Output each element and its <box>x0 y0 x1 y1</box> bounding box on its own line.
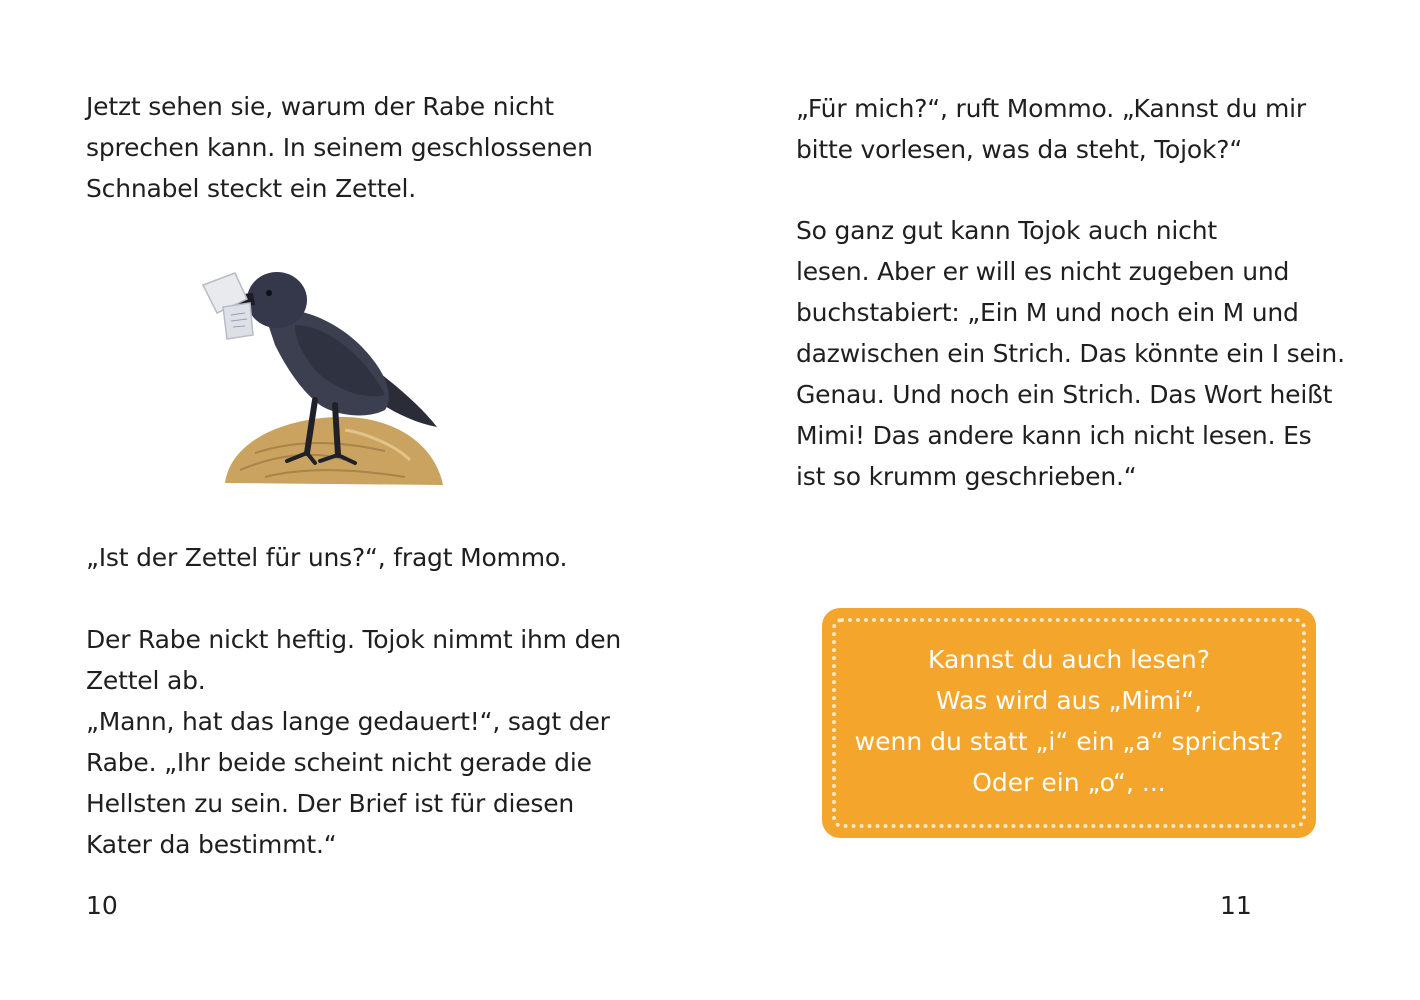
text-line: Jetzt sehen sie, warum der Rabe nicht <box>86 92 554 121</box>
paragraph-question <box>86 537 567 578</box>
exercise-line: Was wird aus „Mimi“, <box>935 686 1203 715</box>
raven-illustration <box>195 255 455 495</box>
paragraph-tojok-spells <box>796 210 1345 497</box>
exercise-line: Kannst du auch lesen? <box>928 645 1210 674</box>
page-number-left: 10 <box>86 891 118 920</box>
right-page <box>710 0 1420 1000</box>
text-line: Rabe. „Ihr beide scheint nicht gerade die <box>86 748 592 777</box>
text-line: Der Rabe nickt heftig. Tojok nimmt ihm den <box>86 625 622 654</box>
reading-exercise-box <box>822 608 1316 838</box>
text-line: So ganz gut kann Tojok auch nicht <box>796 216 1217 245</box>
text-line: „Mann, hat das lange gedauert!“, sagt der <box>86 707 610 736</box>
text-line: „Ist der Zettel für uns?“, fragt Mommo. <box>86 543 568 572</box>
text-line: „Für mich?“, ruft Mommo. „Kannst du mir <box>796 94 1306 123</box>
page-number-right: 11 <box>1220 891 1252 920</box>
text-line: buchstabiert: „Ein M und noch ein M und <box>796 298 1299 327</box>
text-line: Hellsten zu sein. Der Brief ist für diesen <box>86 789 575 818</box>
text-line: ist so krumm geschrieben.“ <box>796 462 1137 491</box>
text-line: Schnabel steckt ein Zettel. <box>86 174 417 203</box>
paragraph-raven-beak <box>86 86 593 209</box>
text-line: Genau. Und noch ein Strich. Das Wort heißt <box>796 380 1333 409</box>
text-line: lesen. Aber er will es nicht zugeben und <box>796 257 1290 286</box>
text-line: dazwischen ein Strich. Das könnte ein I sein. <box>796 339 1345 368</box>
paragraph-raven-speaks <box>86 619 621 865</box>
text-line: bitte vorlesen, was da steht, Tojok?“ <box>796 135 1243 164</box>
exercise-line: Oder ein „o“, ... <box>972 768 1166 797</box>
text-line: Kater da bestimmt.“ <box>86 830 337 859</box>
text-line: Mimi! Das andere kann ich nicht lesen. Es <box>796 421 1312 450</box>
text-line: Zettel ab. <box>86 666 206 695</box>
text-line: sprechen kann. In seinem geschlossenen <box>86 133 593 162</box>
exercise-line: wenn du statt „i“ ein „a“ sprichst? <box>854 727 1284 756</box>
exercise-text <box>822 639 1316 803</box>
paragraph-mommo-asks <box>796 88 1306 170</box>
